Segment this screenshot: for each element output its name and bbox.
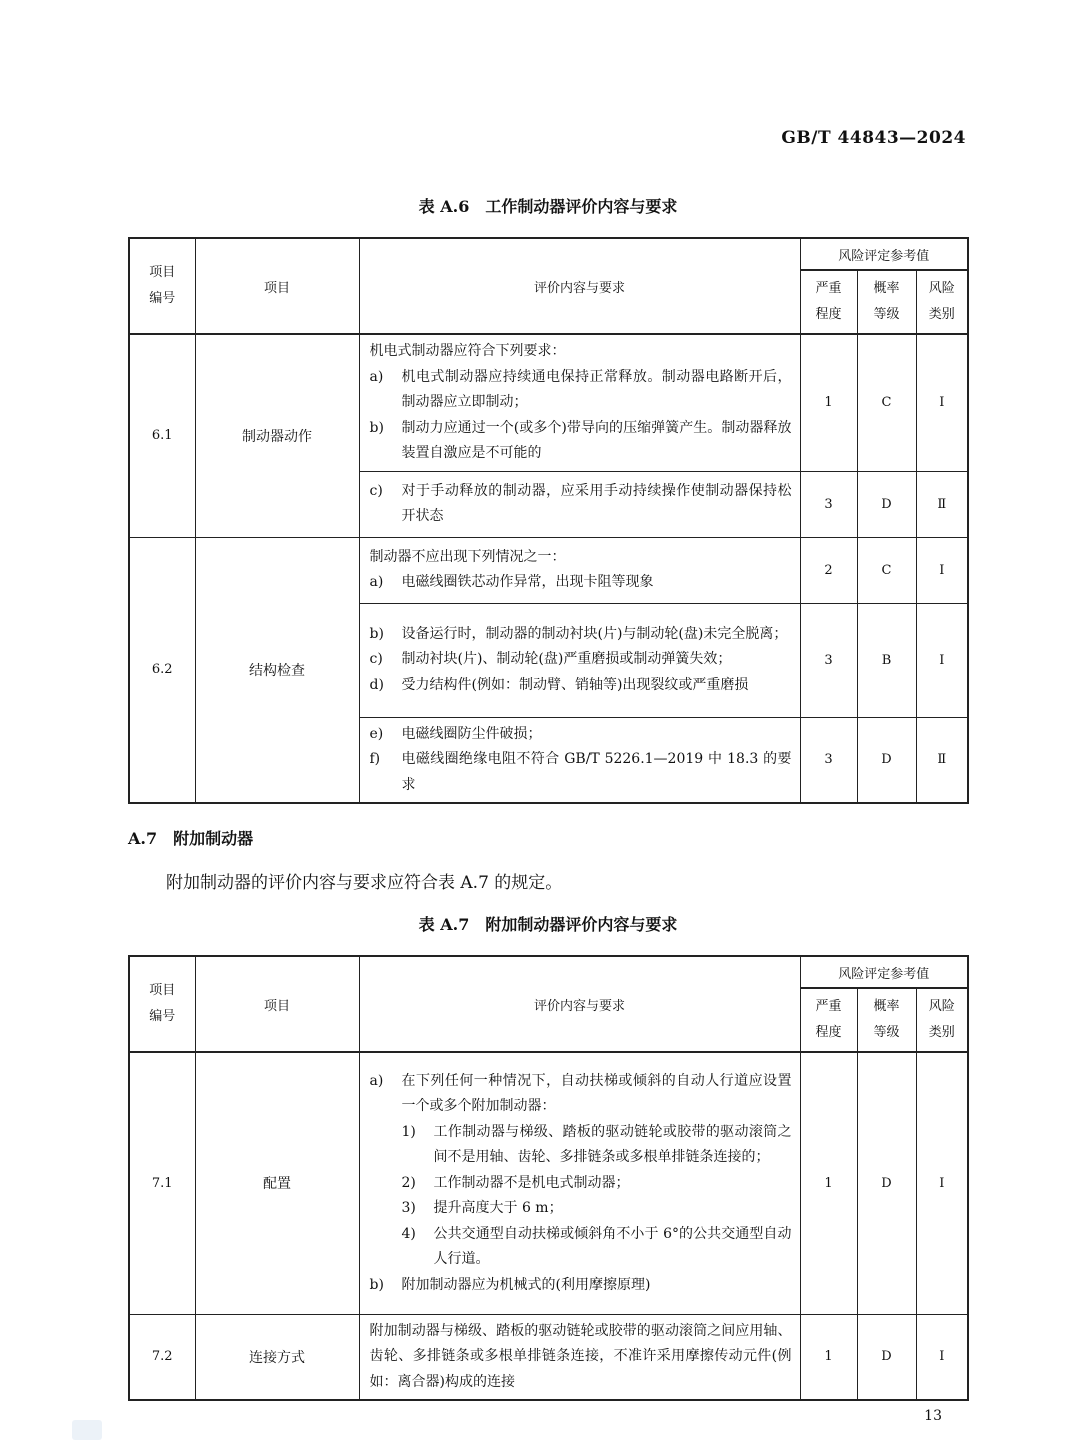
row-severity: 3 [800, 603, 857, 717]
row-category: Ⅱ [916, 471, 968, 537]
standard-code: GB/T 44843—2024 [781, 128, 966, 148]
row-content: b) 设备运行时，制动器的制动衬块(片)与制动轮(盘)未完全脱离； c) 制动衬块(片)、制动轮(盘)严重磨损或制动弹簧失效； d) 受力结构件(例如：制动臂、销轴等)出现裂纹或严重磨损 [359, 603, 800, 717]
header-category: 风险 类别 [916, 270, 968, 334]
table-row [129, 537, 968, 603]
table-a7 [128, 955, 969, 1401]
row-category: Ⅰ [916, 1314, 968, 1400]
table-a7-title [128, 912, 968, 935]
row-probability: B [857, 603, 916, 717]
table-a7-number: 表 A.7 [418, 915, 470, 934]
table-row [129, 334, 968, 471]
row-severity: 1 [800, 334, 857, 471]
row-item: 制动器动作 [195, 334, 359, 537]
row-severity: 3 [800, 717, 857, 803]
row-item: 配置 [195, 1052, 359, 1314]
header-probability: 概率 等级 [857, 988, 916, 1052]
row-item: 连接方式 [195, 1314, 359, 1400]
row-no: 7.1 [129, 1052, 195, 1314]
row-probability: D [857, 471, 916, 537]
row-content: 附加制动器与梯级、踏板的驱动链轮或胶带的驱动滚筒之间应用轴、齿轮、多排链条或多根单排链条连接，不准许采用摩擦传动元件(例如：离合器)构成的连接 [359, 1314, 800, 1400]
row-probability: D [857, 1052, 916, 1314]
table-a6-name: 工作制动器评价内容与要求 [485, 197, 678, 216]
row-content: c) 对于手动释放的制动器，应采用手动持续操作使制动器保持松开状态 [359, 471, 800, 537]
publisher-logo-icon [72, 1420, 102, 1440]
table-row [129, 1052, 968, 1314]
header-risk-ref: 风险评定参考值 [800, 956, 968, 988]
row-severity: 3 [800, 471, 857, 537]
row-category: Ⅱ [916, 717, 968, 803]
table-row [129, 1314, 968, 1400]
header-content: 评价内容与要求 [359, 956, 800, 1052]
table-a7-name: 附加制动器评价内容与要求 [485, 915, 678, 934]
header-item-no: 项目 编号 [129, 956, 195, 1052]
header-severity: 严重 程度 [800, 270, 857, 334]
page-number: 13 [924, 1408, 942, 1424]
row-content: 机电式制动器应符合下列要求： a) 机电式制动器应持续通电保持正常释放。制动器电路断开后，制动器应立即制动； b) 制动力应通过一个(或多个)带导向的压缩弹簧产生。制动器释放装置自激应是不可能的 [359, 334, 800, 471]
row-category: Ⅰ [916, 537, 968, 603]
row-no: 6.2 [129, 537, 195, 803]
header-severity: 严重 程度 [800, 988, 857, 1052]
header-content: 评价内容与要求 [359, 238, 800, 334]
row-severity: 1 [800, 1052, 857, 1314]
header-risk-ref: 风险评定参考值 [800, 238, 968, 270]
row-category: Ⅰ [916, 603, 968, 717]
row-probability: D [857, 1314, 916, 1400]
row-item: 结构检查 [195, 537, 359, 803]
row-probability: D [857, 717, 916, 803]
section-heading: A.7 附加制动器 [128, 829, 254, 848]
header-category: 风险 类别 [916, 988, 968, 1052]
header-probability: 概率 等级 [857, 270, 916, 334]
row-probability: C [857, 334, 916, 471]
header-item-no: 项目 编号 [129, 238, 195, 334]
row-severity: 2 [800, 537, 857, 603]
table-a6 [128, 237, 969, 804]
section-paragraph: 附加制动器的评价内容与要求应符合表 A.7 的规定。 [166, 873, 563, 893]
header-item: 项目 [195, 956, 359, 1052]
header-item: 项目 [195, 238, 359, 334]
row-category: Ⅰ [916, 1052, 968, 1314]
row-category: Ⅰ [916, 334, 968, 471]
row-content: a) 在下列任何一种情况下，自动扶梯或倾斜的自动人行道应设置一个或多个附加制动器： 1) 工作制动器与梯级、踏板的驱动链轮或胶带的驱动滚筒之间不是用轴、齿轮、多排链条或多根单排链条连接的； 2) 工作制动器不是机电式制动器； 3) 提升高度大于 6 m； 4) 公共交通型自动扶梯或倾斜角不小于 6°的公共交通型自动人行道。 b) 附加制动器应为机械式的(利用摩擦原理) [359, 1052, 800, 1314]
row-severity: 1 [800, 1314, 857, 1400]
table-a6-title [128, 194, 968, 217]
table-a6-number: 表 A.6 [418, 197, 470, 216]
row-content: e) 电磁线圈防尘件破损； f) 电磁线圈绝缘电阻不符合 GB/T 5226.1—2019 中 18.3 的要求 [359, 717, 800, 803]
row-probability: C [857, 537, 916, 603]
row-no: 7.2 [129, 1314, 195, 1400]
row-no: 6.1 [129, 334, 195, 537]
row-content: 制动器不应出现下列情况之一： a) 电磁线圈铁芯动作异常，出现卡阻等现象 [359, 537, 800, 603]
